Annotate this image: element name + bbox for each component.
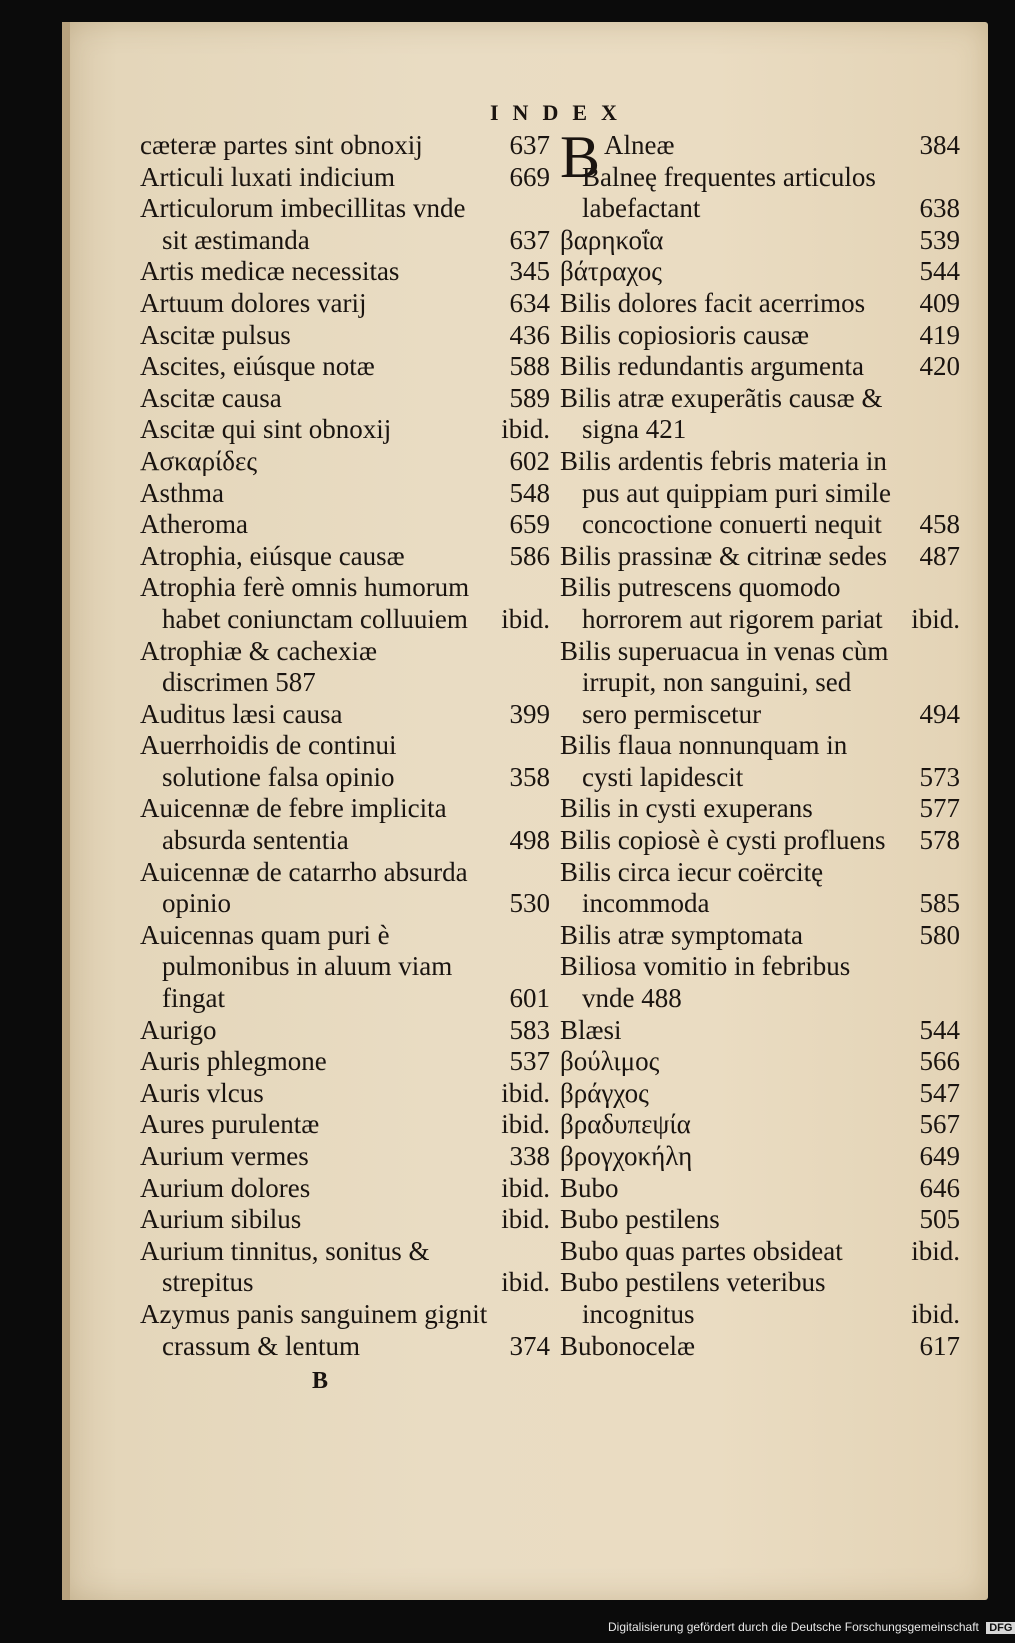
entry-page: 589 <box>509 382 550 413</box>
index-entry <box>560 446 960 541</box>
entry-page: 637 <box>509 224 550 255</box>
entry-page: 548 <box>509 477 550 508</box>
entry-text: Articuli luxati indicium <box>140 161 395 192</box>
index-entry <box>560 920 960 952</box>
entry-page: 567 <box>919 1109 960 1140</box>
index-entry <box>140 1204 550 1236</box>
entry-text: Auris vlcus <box>140 1077 264 1108</box>
entry-page: 586 <box>509 540 550 571</box>
entry-page: 358 <box>509 761 550 792</box>
entry-page: 498 <box>509 825 550 856</box>
entry-text: Bilis putrescens quomodo horrorem aut rigorem pariat <box>560 572 883 634</box>
entry-text: Ascitæ qui sint obnoxij <box>140 414 392 445</box>
index-entry <box>140 193 550 256</box>
index-entry <box>140 351 550 383</box>
entry-text: βράγχος <box>560 1077 649 1108</box>
index-entry <box>140 730 550 793</box>
section-letter: B <box>311 1368 328 1395</box>
entry-text: BAlneæ <box>560 124 675 190</box>
index-entry <box>140 130 550 162</box>
entry-page: 669 <box>509 161 550 192</box>
index-entry <box>560 256 960 288</box>
entry-page: 487 <box>919 540 960 571</box>
entry-text: βάτραχος <box>560 256 662 287</box>
entry-page: 419 <box>919 319 960 350</box>
entry-page: 338 <box>509 1141 550 1171</box>
entry-text: Atrophia, eiúsque causæ <box>140 540 405 571</box>
index-entry <box>560 225 960 257</box>
entry-page: 399 <box>509 698 550 729</box>
index-entry <box>140 793 550 856</box>
index-entry <box>560 162 960 225</box>
index-entry <box>560 1078 960 1110</box>
index-entry <box>560 1267 960 1330</box>
footer-credit-text: Digitalisierung gefördert durch die Deutsche Forschungsgemeinschaft <box>608 1620 979 1634</box>
entry-text: βρογχοκήλη <box>560 1141 693 1171</box>
entry-text: Azymus panis sanguinem gignit crassum & lentum <box>140 1298 488 1361</box>
entry-page: ibid. <box>501 1077 550 1108</box>
entry-text: Aurium sibilus <box>140 1204 302 1235</box>
entry-page: 374 <box>509 1330 550 1361</box>
entry-page: 637 <box>509 130 550 160</box>
entry-page: 384 <box>919 130 960 160</box>
index-entry <box>560 951 960 1014</box>
entry-text: Aurigo <box>140 1014 217 1045</box>
entry-page: ibid. <box>911 1235 960 1266</box>
entry-page: 601 <box>509 983 550 1014</box>
entry-text: Bilis copiosè è cysti profluens <box>560 825 886 856</box>
entry-text: Asthma <box>140 477 224 508</box>
entry-text: βαρηκοΐα <box>560 224 664 255</box>
index-entry <box>140 509 550 541</box>
entry-text: Bilis atræ symptomata <box>560 919 803 950</box>
entry-page: 409 <box>919 287 960 318</box>
entry-page: 638 <box>919 193 960 224</box>
index-entry <box>560 1204 960 1236</box>
index-entry <box>140 256 550 288</box>
entry-text: Bubo <box>560 1172 619 1203</box>
entry-page: 646 <box>919 1172 960 1203</box>
entry-text: Auris phlegmone <box>140 1046 327 1077</box>
entry-page: 617 <box>919 1330 960 1361</box>
entry-text: Bilis circa iecur coërcitę incommoda <box>560 856 824 919</box>
entry-text: Bubonocelæ <box>560 1330 695 1361</box>
entry-page: ibid. <box>501 414 550 445</box>
index-entry <box>140 920 550 1015</box>
entry-text: Bubo quas partes obsideat <box>560 1235 843 1266</box>
entry-text: Artis medicæ necessitas <box>140 256 400 287</box>
entry-text: Bilis redundantis argumenta <box>560 351 864 382</box>
index-entry <box>140 1173 550 1205</box>
entry-page: 537 <box>509 1046 550 1077</box>
entry-page: 649 <box>919 1141 960 1171</box>
entry-page: 588 <box>509 351 550 382</box>
entry-text: Bilis ardentis febris materia in pus aut quippiam puri simile concoctione conuerti nequit <box>560 445 891 540</box>
entry-text: Aurium dolores <box>140 1172 311 1203</box>
entry-text: Atheroma <box>140 509 248 540</box>
entry-text: Ascitæ pulsus <box>140 319 291 350</box>
entry-text: Auicennæ de febre implicita absurda sententia <box>140 793 447 856</box>
index-entry <box>140 1299 550 1362</box>
index-entry <box>560 541 960 573</box>
entry-text: Bilis prassinæ & citrinæ sedes <box>560 540 887 571</box>
footer-credit <box>608 1620 1015 1634</box>
entry-text: βραδυπεψία <box>560 1109 691 1140</box>
entry-page: 530 <box>509 888 550 919</box>
index-entry <box>560 383 960 446</box>
entry-text: Bubo pestilens <box>560 1204 720 1235</box>
index-entry <box>140 320 550 352</box>
entry-page: 547 <box>919 1077 960 1108</box>
entry-text: Aurium vermes <box>140 1141 309 1171</box>
entry-page: 436 <box>509 319 550 350</box>
entry-text: βούλιμος <box>560 1046 660 1077</box>
entry-text: Bubo pestilens veteribus incognitus <box>560 1267 826 1329</box>
index-entry <box>140 1015 550 1047</box>
entry-page: 602 <box>509 445 550 476</box>
entry-text: Bilis copiosioris causæ <box>560 319 809 350</box>
entry-text: Bilis flaua nonnunquam in cysti lapidescit <box>560 730 848 792</box>
index-entry <box>560 730 960 793</box>
index-entry <box>560 857 960 920</box>
index-entry <box>140 446 550 478</box>
index-entry <box>140 572 550 635</box>
entry-text: Aures purulentæ <box>140 1109 320 1140</box>
index-entry <box>140 1141 550 1173</box>
index-entry <box>560 1236 960 1268</box>
entry-page: ibid. <box>501 1267 550 1298</box>
entry-text: Ascitæ causa <box>140 382 282 413</box>
entry-page: ibid. <box>501 1172 550 1203</box>
index-entry <box>560 1173 960 1205</box>
index-entry <box>140 383 550 415</box>
entry-page: ibid. <box>501 603 550 634</box>
entry-page: ibid. <box>911 1298 960 1329</box>
entry-page: 573 <box>919 761 960 792</box>
entry-text: Blæsi <box>560 1014 622 1045</box>
index-entry <box>560 1331 960 1363</box>
entry-page: ibid. <box>501 1109 550 1140</box>
index-entry <box>560 320 960 352</box>
running-header: INDEX <box>490 100 631 125</box>
entry-text: Bilis dolores facit acerrimos <box>560 287 866 318</box>
page-edge <box>62 22 70 1600</box>
index-entry <box>140 541 550 573</box>
index-entry <box>140 1109 550 1141</box>
entry-text: Ασκαρίδες <box>140 445 258 476</box>
index-entry <box>560 572 960 635</box>
entry-text: Bilis atræ exuperãtis causæ & signa 421 <box>560 382 883 445</box>
entry-text: Auicennæ de catarrho absurda opinio <box>140 856 468 919</box>
entry-page: 585 <box>919 888 960 919</box>
entry-page: 544 <box>919 1014 960 1045</box>
entry-text: Bilis superuacua in venas cùm irrupit, non sanguini, sed sero permiscetur <box>560 635 889 729</box>
entry-page: 634 <box>509 287 550 318</box>
entry-page: 345 <box>509 256 550 287</box>
left-column <box>140 130 550 1395</box>
index-entry <box>140 162 550 194</box>
entry-page: 659 <box>509 509 550 540</box>
entry-page: 505 <box>919 1204 960 1235</box>
entry-page: ibid. <box>911 603 960 634</box>
entry-page: 539 <box>919 224 960 255</box>
index-entry <box>140 857 550 920</box>
entry-text: Auditus læsi causa <box>140 698 343 729</box>
index-entry <box>140 1078 550 1110</box>
index-entry <box>560 1015 960 1047</box>
entry-text: Auerrhoidis de continui solutione falsa opinio <box>140 730 397 792</box>
index-entry <box>560 351 960 383</box>
index-entry <box>560 1046 960 1078</box>
entry-text: Atrophiæ & cachexiæ discrimen 587 <box>140 635 377 698</box>
entry-text: Articulorum imbecillitas vnde sit æstimanda <box>140 193 466 255</box>
entry-page: 420 <box>919 351 960 382</box>
index-entry <box>560 793 960 825</box>
entry-page: 494 <box>919 698 960 729</box>
entry-text: Atrophia ferè omnis humorum habet coniunctam colluuiem <box>140 572 470 634</box>
entry-page: 578 <box>919 825 960 856</box>
index-entry <box>140 699 550 731</box>
entry-page: 577 <box>919 793 960 824</box>
index-entry <box>140 478 550 510</box>
index-entry <box>140 288 550 320</box>
index-entry <box>140 1236 550 1299</box>
entry-page: ibid. <box>501 1204 550 1235</box>
entry-page: 458 <box>919 509 960 540</box>
entry-page: 544 <box>919 256 960 287</box>
index-entry <box>560 825 960 857</box>
entry-page: 566 <box>919 1046 960 1077</box>
index-entry <box>140 1046 550 1078</box>
index-entry <box>560 124 960 190</box>
entry-text: Biliosa vomitio in febribus vnde 488 <box>560 951 851 1014</box>
entry-text: cæteræ partes sint obnoxij <box>140 130 423 160</box>
entry-text: Auicennas quam puri è pulmonibus in aluum viam fingat <box>140 919 453 1014</box>
right-column <box>560 124 960 1362</box>
index-entry <box>560 636 960 731</box>
index-entry <box>140 414 550 446</box>
entry-text: Balneę frequentes articulos labefactant <box>582 161 876 224</box>
dfg-logo: DFG <box>986 1622 1015 1634</box>
index-entry <box>560 1109 960 1141</box>
index-entry <box>560 1141 960 1173</box>
entry-text: Artuum dolores varij <box>140 287 367 318</box>
entry-page: 583 <box>509 1014 550 1045</box>
entry-text: Aurium tinnitus, sonitus & strepitus <box>140 1235 430 1298</box>
index-entry <box>560 288 960 320</box>
index-entry <box>140 636 550 699</box>
entry-page: 580 <box>919 919 960 950</box>
entry-text: Bilis in cysti exuperans <box>560 793 813 824</box>
entry-text: Ascites, eiúsque notæ <box>140 351 375 382</box>
